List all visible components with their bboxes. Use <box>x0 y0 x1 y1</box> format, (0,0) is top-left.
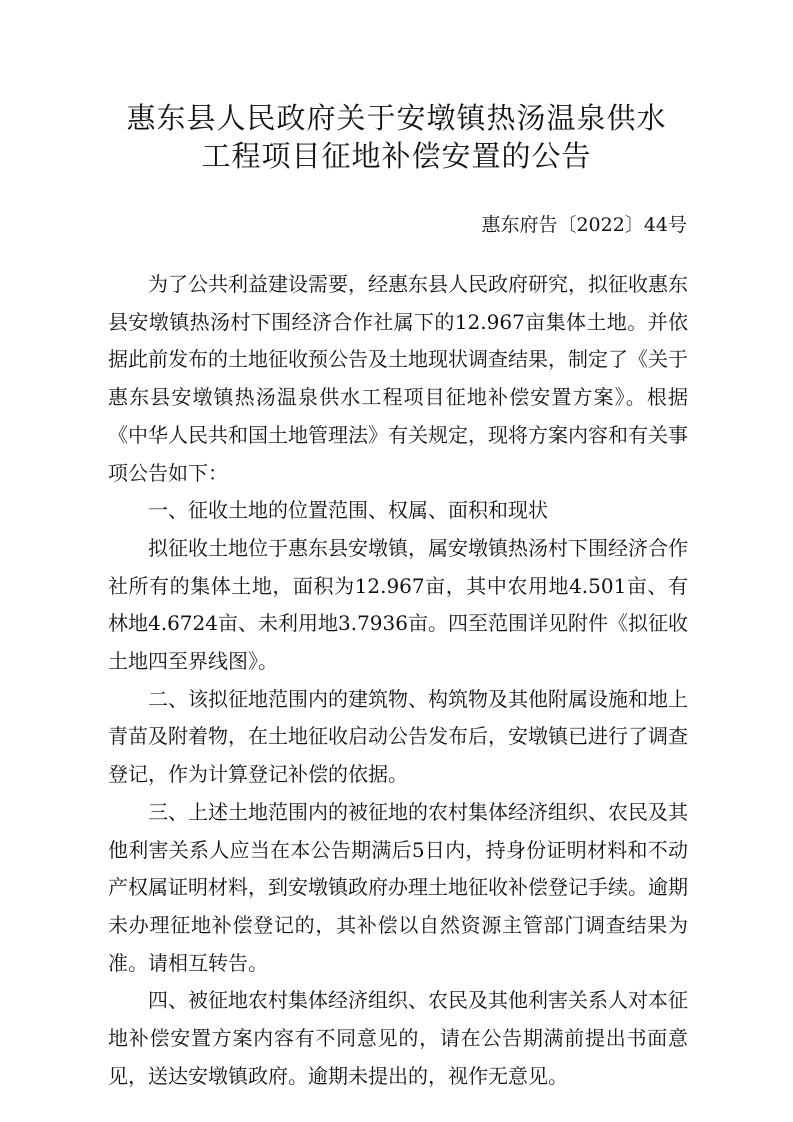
paragraph-section-2: 二、该拟征地范围内的建筑物、构筑物及其他附属设施和地上青苗及附着物，在土地征收启动公告发布后，安墩镇已进行了调查登记，作为计算登记补偿的依据。 <box>108 686 688 787</box>
document-title-line-2: 工程项目征地补偿安置的公告 <box>201 139 592 173</box>
paragraph-intro: 为了公共利益建设需要，经惠东县人民政府研究，拟征收惠东县安墩镇热汤村下围经济合作社属下的12.967亩集体土地。并依据此前发布的土地征收预公告及土地现状调查结果，制定了《关于惠东县安墩镇热汤温泉供水工程项目征地补偿安置方案》。根据《中华人民共和国土地管理法》有关规定，现将方案内容和有关事项公告如下： <box>108 272 688 485</box>
document-body <box>108 266 688 1095</box>
document-title-line-1: 惠东县人民政府关于安墩镇热汤温泉供水 <box>126 101 667 135</box>
paragraph-section-3: 三、上述土地范围内的被征地的农村集体经济组织、农民及其他利害关系人应当在本公告期满后5日内，持身份证明材料和不动产权属证明材料，到安墩镇政府办理土地征收补偿登记手续。逾期未办理征地补偿登记的，其补偿以自然资源主管部门调查结果为准。请相互转告。 <box>108 799 688 975</box>
document-number: 惠东府告〔2022〕44号 <box>481 214 687 236</box>
paragraph-section-1: 拟征收土地位于惠东县安墩镇，属安墩镇热汤村下围经济合作社所有的集体土地，面积为12.967亩，其中农用地4.501亩、有林地4.6724亩、未利用地3.7936亩。四至范围详见附件《拟征收土地四至界线图》。 <box>108 535 688 674</box>
paragraph-section-1-heading: 一、征收土地的位置范围、权属、面积和现状 <box>148 498 548 523</box>
paragraph-section-4: 四、被征地农村集体经济组织、农民及其他利害关系人对本征地补偿安置方案内容有不同意见的，请在公告期满前提出书面意见，送达安墩镇政府。逾期未提出的，视作无意见。 <box>108 988 688 1088</box>
